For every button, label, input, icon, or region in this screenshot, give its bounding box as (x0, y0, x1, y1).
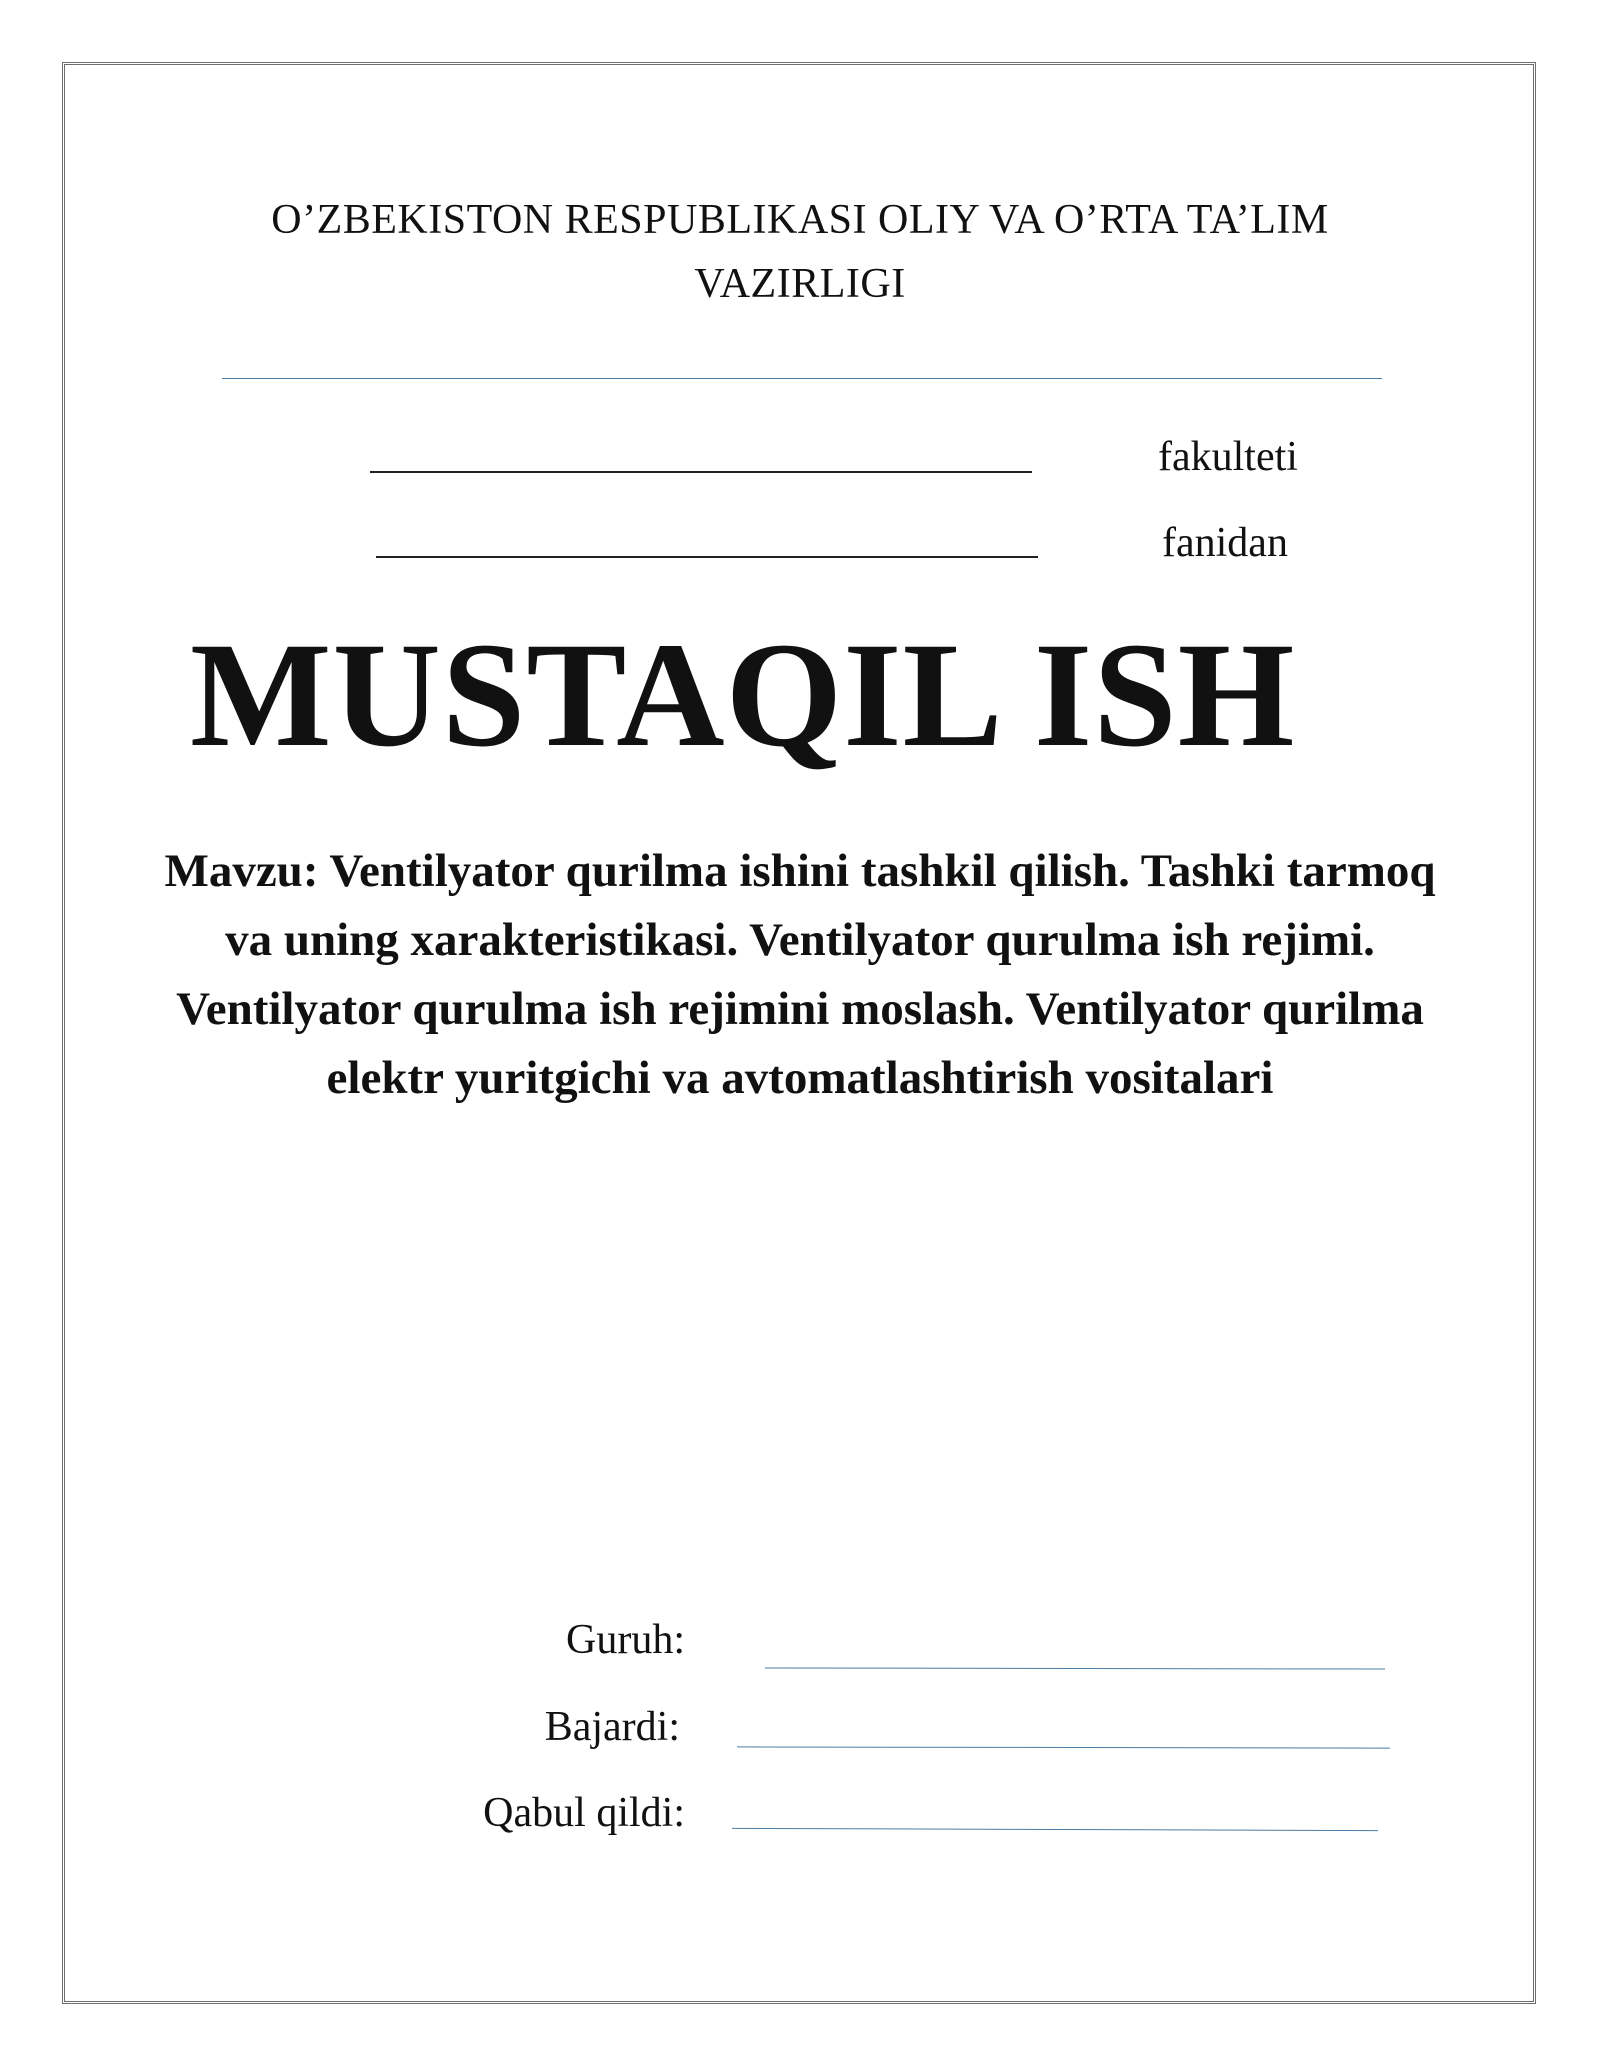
faculty-label: fakulteti (1158, 434, 1298, 480)
document-title: MUSTAQIL ISH (190, 612, 1296, 778)
ministry-line-2: VAZIRLIGI (694, 261, 906, 307)
accepted-by-label: Qabul qildi: (483, 1790, 685, 1836)
ministry-header (120, 188, 1480, 316)
completed-by-label: Bajardi: (544, 1704, 680, 1750)
ministry-line-1: O’ZBEKISTON RESPUBLIKASI OLIY VA O’RTA TA’LIM (271, 197, 1329, 243)
topic-text: Mavzu: Ventilyator qurilma ishini tashkil qilish. Tashki tarmoq va uning xarakteristikasi. Ventilyator qurulma ish rejimi. Ventilyator qurulma ish rejimini moslash. Ventilyator qurilma elektr yuritgichi va avtomatlashtirish vositalari (164, 845, 1436, 1104)
university-name-line (222, 378, 1382, 379)
subject-label: fanidan (1162, 520, 1288, 566)
group-label: Guruh: (566, 1617, 685, 1663)
subject-blank-line (376, 556, 1038, 558)
faculty-blank-line (370, 471, 1032, 473)
